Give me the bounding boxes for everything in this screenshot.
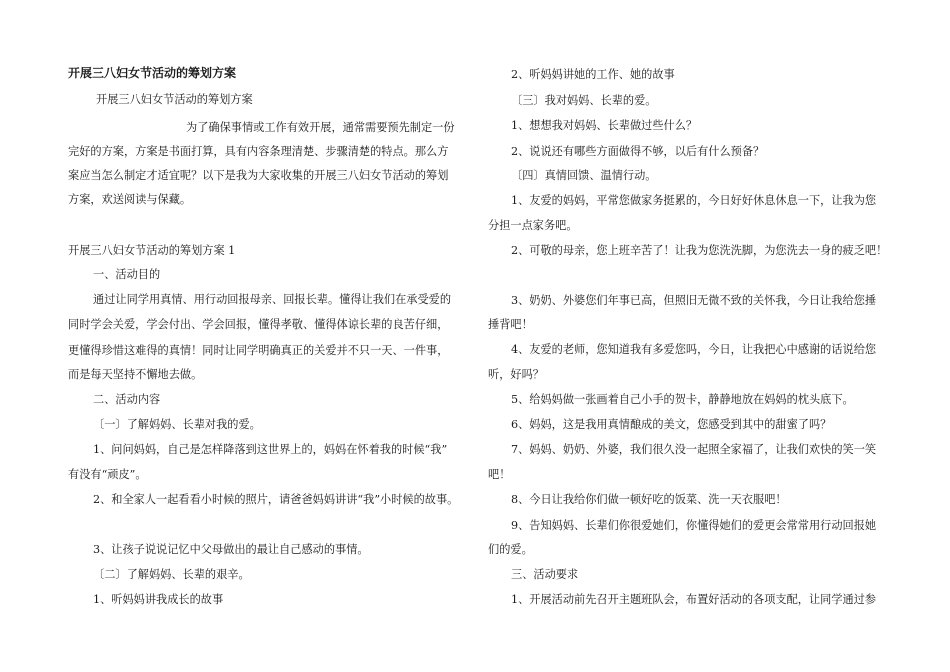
intro-line: 案应当怎么制定才适宜呢？以下是我为大家收集的开展三八妇女节活动的筹划 (68, 169, 449, 182)
list-item: 5、给妈妈做一张画着自己小手的贺卡，静静地放在妈妈的枕头底下。 (511, 393, 854, 406)
list-item: 有没有“顽皮”。 (68, 468, 147, 481)
list-item: 2、和全家人一起看看小时候的照片，请爸爸妈妈讲讲“我”小时候的故事。 (93, 493, 459, 506)
intro-line: 为了确保事情或工作有效开展，通常需要预先制定一份 (186, 121, 455, 134)
subsection-heading: 〔一〕了解妈妈、长辈对我的爱。 (93, 418, 261, 431)
list-item: 们的爱。 (488, 543, 533, 556)
section-heading: 二、活动内容 (93, 393, 161, 406)
paragraph-line: 通过让同学用真情、用行动回报母亲、回报长辈。懂得让我们在承受爱的 (93, 293, 452, 306)
list-item: 4、友爱的老师，您知道我有多爱您吗，今日，让我把心中感谢的话说给您 (511, 343, 877, 356)
subtitle: 开展三八妇女节活动的筹划方案 (96, 93, 253, 106)
paragraph-line: 更懂得珍惜这难得的真情！同时让同学明确真正的关爱并不只一天、一件事， (68, 344, 449, 357)
subsection-heading: 〔三〕我对妈妈、长辈的爱。 (511, 94, 657, 107)
list-item: 分担一点家务吧。 (488, 219, 578, 232)
list-item: 1、听妈妈讲我成长的故事 (93, 593, 224, 606)
list-item: 1、想想我对妈妈、长辈做过些什么？ (511, 119, 698, 132)
list-item: 1、友爱的妈妈，平常您做家务挺累的，今日好好休息休息一下，让我为您 (511, 194, 877, 207)
subsection-heading: 〔四〕真情回馈、温情行动。 (511, 169, 657, 182)
section-heading: 一、活动目的 (93, 268, 161, 281)
document-title: 开展三八妇女节活动的筹划方案 (68, 66, 237, 80)
list-item: 吧！ (488, 468, 511, 481)
list-item: 听，好吗？ (488, 368, 544, 381)
list-item: 1、开展活动前先召开主题班队会，布置好活动的各项支配，让同学通过参 (511, 593, 877, 606)
list-item: 3、奶奶、外婆您们年事已高，但照旧无微不致的关怀我，今日让我给您捶 (511, 294, 877, 307)
section-heading: 三、活动要求 (511, 568, 579, 581)
list-item: 1、问问妈妈，自己是怎样降落到这世界上的，妈妈在怀着我的时候“我” (93, 443, 448, 456)
list-item: 2、可敬的母亲，您上班辛苦了！让我为您洗洗脚，为您洗去一身的疲乏吧！ (511, 244, 888, 257)
list-item: 6、妈妈，这是我用真情酿成的美文，您感受到其中的甜蜜了吗？ (511, 418, 832, 431)
list-item: 9、告知妈妈、长辈们你很爱她们，你懂得她们的爱更会常常用行动回报她 (511, 519, 877, 532)
list-item: 7、妈妈、奶奶、外婆，我们很久没一起照全家福了，让我们欢快的笑一笑 (511, 443, 877, 456)
plan-heading: 开展三八妇女节活动的筹划方案 1 (68, 244, 236, 257)
paragraph-line: 而是每天坚持不懈地去做。 (68, 368, 203, 381)
intro-line: 完好的方案，方案是书面打算，具有内容条理清楚、步骤清楚的特点。那么方 (68, 145, 449, 158)
list-item: 2、说说还有哪些方面做得不够，以后有什么预备？ (511, 145, 765, 158)
list-item: 2、听妈妈讲她的工作、她的故事 (511, 68, 675, 81)
intro-line: 方案，欢送阅读与保藏。 (68, 193, 192, 206)
list-item: 3、让孩子说说记忆中父母做出的最让自己感动的事情。 (93, 543, 369, 556)
list-item: 捶背吧！ (488, 318, 533, 331)
subsection-heading: 〔二〕了解妈妈、长辈的艰辛。 (93, 568, 250, 581)
paragraph-line: 同时学会关爱，学会付出、学会回报，懂得孝敬、懂得体谅长辈的良苦仔细， (68, 318, 449, 331)
list-item: 8、今日让我给你们做一顿好吃的饭菜、洗一天衣服吧！ (511, 493, 787, 506)
